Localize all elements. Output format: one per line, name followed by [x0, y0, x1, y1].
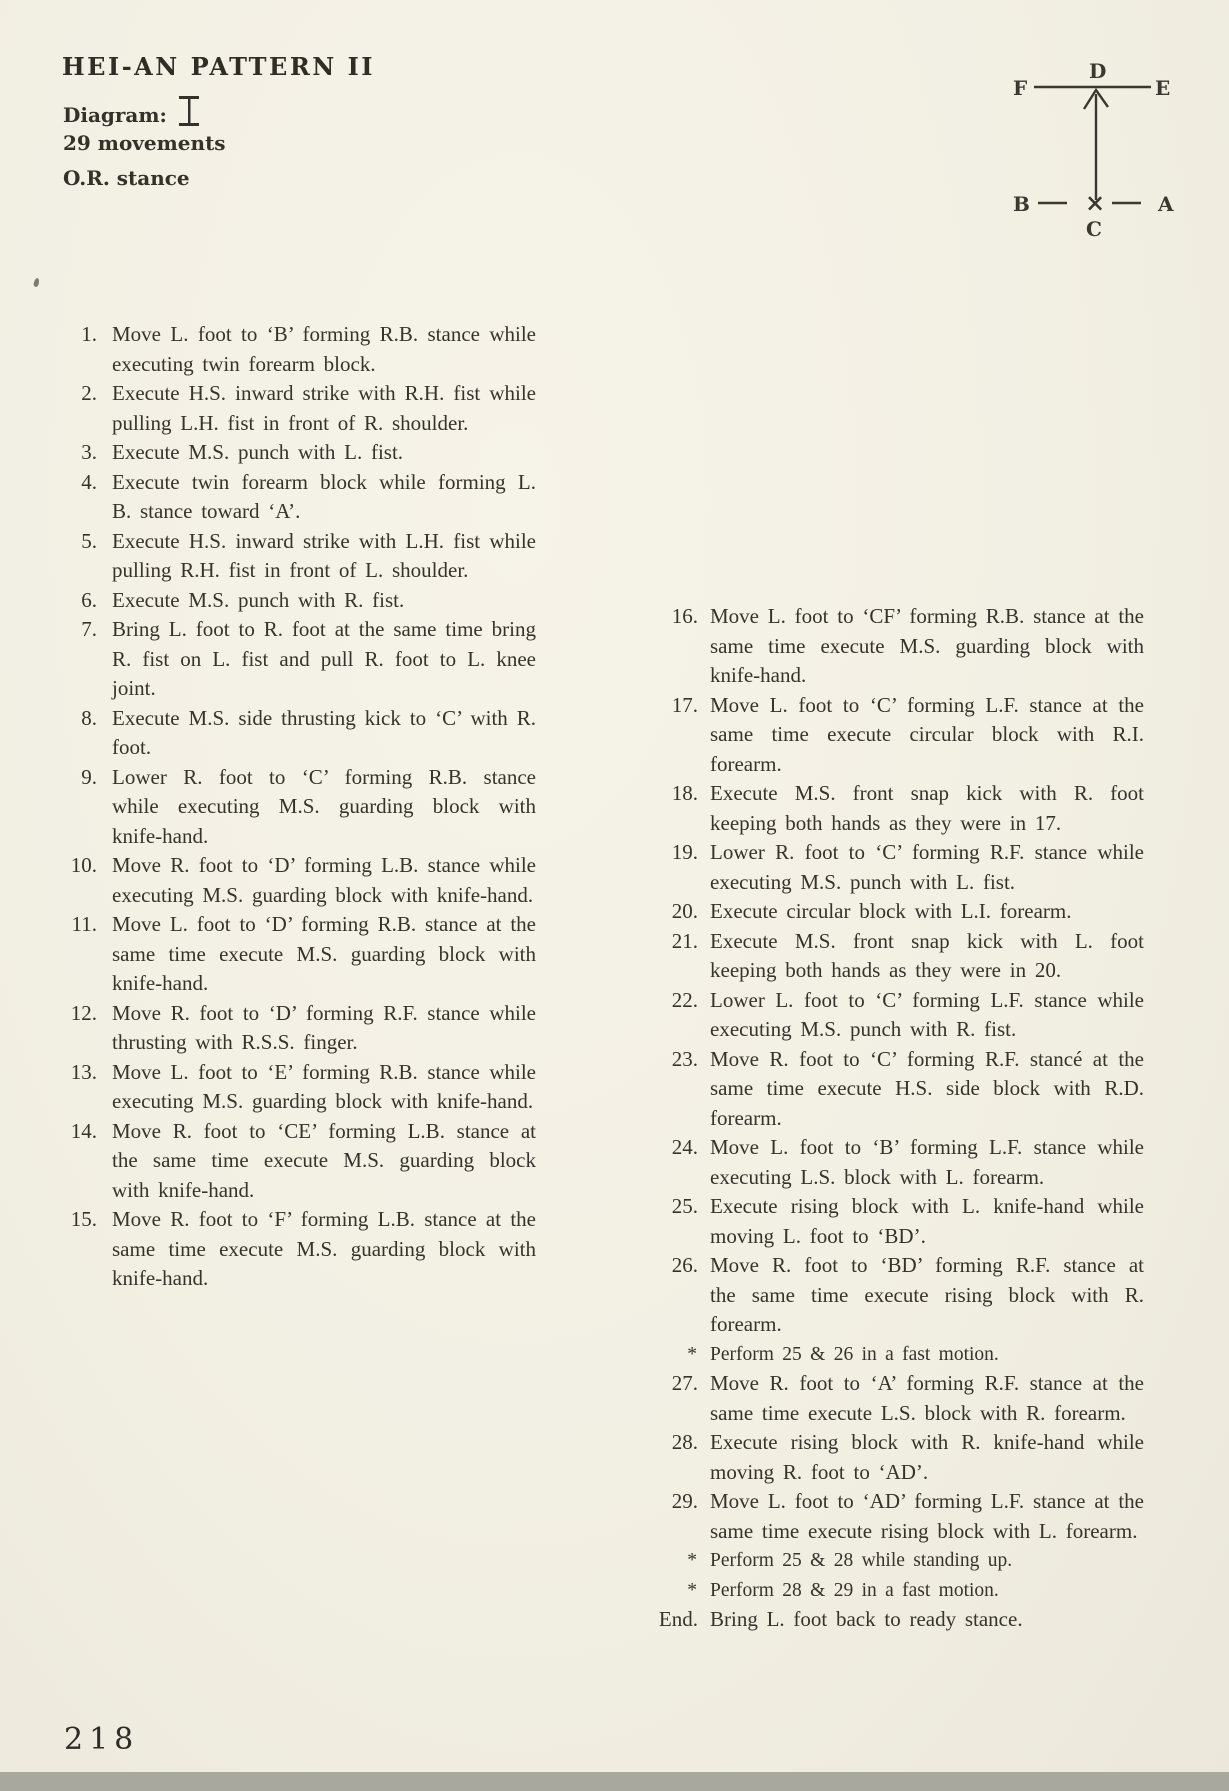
movement-number: 12. — [70, 1000, 97, 1025]
movement-text: Move L. foot to ‘D’ forming R.B. stance at the same time execute M.S. guarding block with knife-hand. — [112, 912, 536, 995]
scan-speck — [33, 278, 40, 288]
movement-text: Lower R. foot to ‘C’ forming R.B. stance while executing M.S. guarding block with knife-hand. — [112, 764, 536, 848]
movement-item — [650, 779, 1150, 838]
movement-item — [62, 320, 542, 379]
movement-text: Perform 25 & 26 in a fast motion. — [710, 1343, 999, 1365]
i-beam-diagram-icon — [179, 96, 199, 126]
movement-item — [62, 379, 542, 438]
movement-item — [650, 986, 1150, 1045]
page-number: 218 — [64, 1722, 140, 1757]
page-title: HEI-AN PATTERN II — [62, 52, 376, 81]
movement-text: Move R. foot to ‘C’ forming R.F. stancé at the same time execute H.S. side block with R.D. forearm. — [710, 1046, 1144, 1130]
movement-text: Execute rising block with R. knife-hand while moving R. foot to ‘AD’. — [710, 1430, 1144, 1484]
pattern-diagram — [1005, 50, 1180, 240]
movement-item — [650, 1192, 1150, 1251]
movements-count: 29 movements — [63, 131, 226, 155]
movement-item — [62, 1058, 542, 1117]
movement-text: Execute twin forearm block while forming L. B. stance toward ‘A’. — [112, 469, 536, 523]
movement-text: Move R. foot to ‘D’ forming R.F. stance while thrusting with R.S.S. finger. — [112, 1000, 536, 1054]
movement-text: Perform 25 & 28 while standing up. — [710, 1550, 1013, 1571]
movement-number: 6. — [81, 587, 97, 612]
diagram-point-e: E — [1155, 76, 1171, 100]
movement-text: Execute M.S. side thrusting kick to ‘C’ with R. foot. — [112, 705, 536, 759]
movement-number: 27. — [671, 1371, 698, 1395]
movement-text: Move R. foot to ‘CE’ forming L.B. stance at the same time execute M.S. guarding block with knife-hand. — [112, 1118, 536, 1202]
movement-item — [650, 1605, 1150, 1635]
movement-text: Execute M.S. front snap kick with L. foot keeping both hands as they were in 20. — [710, 928, 1144, 982]
movement-number: 17. — [671, 692, 698, 717]
movement-text: Bring L. foot back to ready stance. — [710, 1607, 1023, 1631]
movement-text: Execute H.S. inward strike with R.H. fist while pulling L.H. fist in front of R. shoulder. — [112, 381, 536, 435]
movement-text: Execute H.S. inward strike with L.H. fist while pulling R.H. fist in front of L. shoulder. — [112, 528, 536, 582]
movement-number: 14. — [70, 1118, 97, 1143]
movement-item — [650, 691, 1150, 780]
movement-item — [650, 1546, 1150, 1576]
diagram-point-d: D — [1089, 59, 1107, 83]
movement-item — [62, 851, 542, 910]
movement-number: 3. — [81, 440, 97, 464]
movement-number: 28. — [671, 1430, 698, 1454]
movement-text: Execute M.S. punch with L. fist. — [112, 440, 404, 464]
movement-item — [62, 763, 542, 852]
movement-number: 13. — [70, 1059, 97, 1084]
movement-number: * — [687, 1579, 698, 1601]
scan-edge-strip — [0, 1772, 1229, 1791]
movement-text: Move L. foot to ‘AD’ forming L.F. stance at the same time execute rising block with L. forearm. — [710, 1489, 1144, 1543]
movement-text: Execute M.S. punch with R. fist. — [112, 587, 405, 612]
movement-number: 2. — [81, 381, 97, 405]
movement-text: Move R. foot to ‘A’ forming R.F. stance at the same time execute L.S. block with R. forearm. — [710, 1371, 1144, 1425]
movement-text: Move R. foot to ‘D’ forming L.B. stance while executing M.S. guarding block with knife-hand. — [112, 853, 536, 907]
movement-text: Move L. foot to ‘CF’ forming R.B. stance at the same time execute M.S. guarding block with knife-hand. — [710, 604, 1144, 687]
movement-text: Move R. foot to ‘BD’ forming R.F. stance at the same time execute rising block with R. forearm. — [710, 1253, 1144, 1336]
movement-number: 22. — [671, 987, 698, 1012]
movement-item — [650, 897, 1150, 927]
movement-text: Move L. foot to ‘E’ forming R.B. stance while executing M.S. guarding block with knife-hand. — [112, 1059, 536, 1113]
movement-number: * — [687, 1550, 698, 1571]
movement-text: Lower R. foot to ‘C’ forming R.F. stance while executing M.S. punch with L. fist. — [710, 840, 1144, 894]
movement-text: Bring L. foot to R. foot at the same time bring R. fist on L. fist and pull R. foot to L. knee joint. — [112, 617, 536, 700]
movement-item — [62, 910, 542, 999]
movement-item — [650, 1340, 1150, 1370]
diagram-point-f: F — [1013, 76, 1028, 100]
movement-text: Execute circular block with L.I. forearm. — [710, 899, 1072, 923]
movements-column-right — [650, 602, 1150, 1635]
movement-number: 10. — [70, 853, 97, 877]
movement-number: 1. — [81, 322, 97, 346]
movement-item — [650, 602, 1150, 691]
movement-number: 29. — [671, 1489, 698, 1513]
movement-item — [62, 999, 542, 1058]
movement-item — [650, 1251, 1150, 1340]
movement-item — [650, 1487, 1150, 1546]
movement-item — [62, 704, 542, 763]
movement-text: Perform 28 & 29 in a fast motion. — [710, 1579, 999, 1601]
movement-item — [650, 1133, 1150, 1192]
movement-text: Move L. foot to ‘C’ forming L.F. stance at the same time execute circular block with R.I. forearm. — [710, 692, 1144, 776]
movement-item — [650, 1576, 1150, 1606]
movement-item — [62, 438, 542, 468]
movement-text: Lower L. foot to ‘C’ forming L.F. stance while executing M.S. punch with R. fist. — [710, 987, 1144, 1041]
movement-number: 21. — [671, 928, 698, 953]
movement-item — [650, 838, 1150, 897]
movement-number: 11. — [71, 912, 97, 936]
movement-item — [650, 1428, 1150, 1487]
movement-number: 19. — [671, 840, 698, 864]
movement-text: Move R. foot to ‘F’ forming L.B. stance at the same time execute M.S. guarding block with knife-hand. — [112, 1207, 536, 1290]
movement-item — [650, 1045, 1150, 1134]
movement-number: End. — [658, 1607, 698, 1631]
diagram-point-c: C — [1086, 217, 1102, 240]
movement-number: 18. — [671, 781, 698, 805]
movement-item — [62, 468, 542, 527]
movement-number: 7. — [81, 617, 97, 641]
movement-number: 5. — [81, 528, 97, 553]
diagram-caption — [63, 96, 199, 127]
movement-item — [62, 586, 542, 616]
movement-item — [62, 1117, 542, 1206]
movement-text: Execute M.S. front snap kick with R. foot keeping both hands as they were in 17. — [710, 781, 1144, 835]
movement-text: Move L. foot to ‘B’ forming L.F. stance while executing L.S. block with L. forearm. — [710, 1135, 1144, 1189]
movement-number: 23. — [671, 1046, 698, 1071]
movement-item — [62, 615, 542, 704]
movement-item — [62, 527, 542, 586]
movement-item — [650, 927, 1150, 986]
diagram-point-a: A — [1158, 192, 1174, 216]
diagram-start-x-mark: × — [1085, 188, 1106, 217]
movement-number: 15. — [70, 1207, 97, 1231]
diagram-label: Diagram: — [63, 103, 167, 127]
movement-number: 8. — [81, 705, 97, 730]
movement-number: 26. — [671, 1253, 698, 1277]
movement-number: 16. — [671, 604, 698, 628]
movement-number: 9. — [81, 764, 97, 789]
movement-number: 20. — [671, 899, 698, 923]
movement-number: 4. — [81, 469, 97, 494]
movement-number: 24. — [671, 1135, 698, 1159]
stance-line: O.R. stance — [63, 166, 190, 190]
movements-column-left — [62, 320, 542, 1294]
movement-number: 25. — [671, 1194, 698, 1218]
movement-text: Move L. foot to ‘B’ forming R.B. stance while executing twin forearm block. — [112, 322, 536, 376]
movement-number: * — [687, 1343, 698, 1365]
movement-item — [650, 1369, 1150, 1428]
movement-item — [62, 1205, 542, 1294]
movement-text: Execute rising block with L. knife-hand while moving L. foot to ‘BD’. — [710, 1194, 1144, 1248]
diagram-point-b: B — [1013, 192, 1030, 216]
